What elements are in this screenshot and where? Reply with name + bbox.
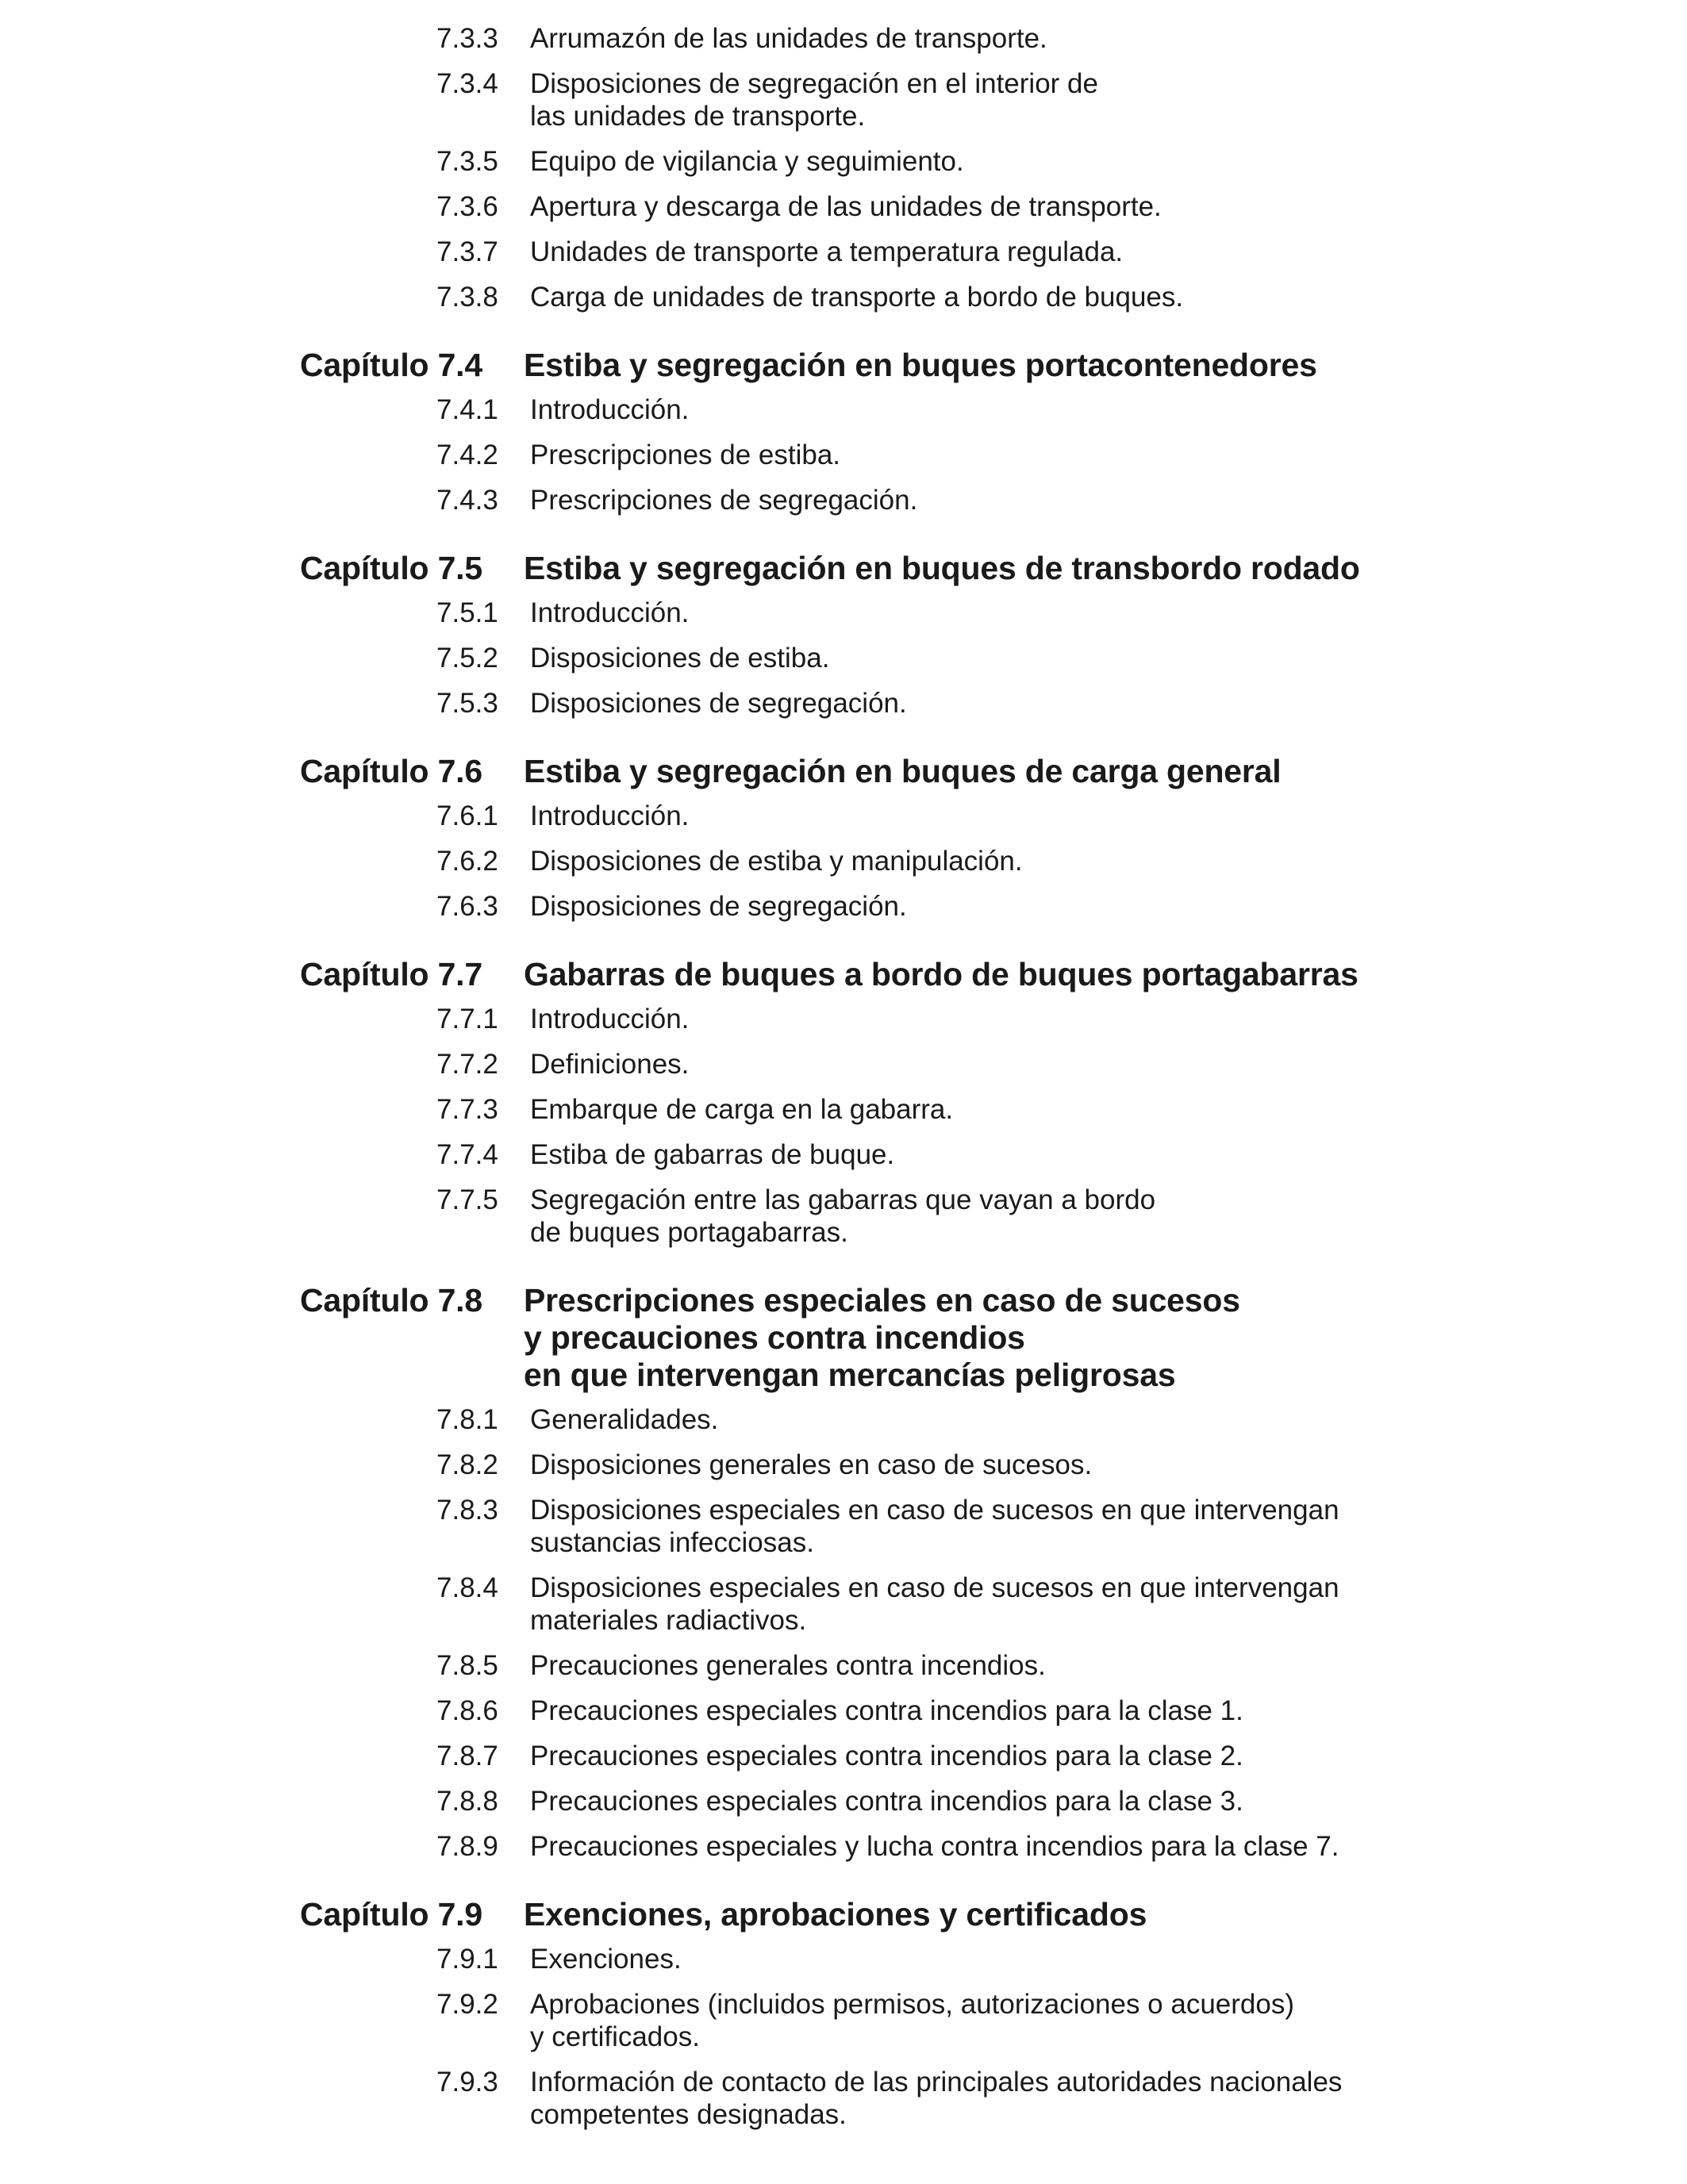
chapter-title-line: en que intervengan mercancías peligrosas xyxy=(524,1357,1176,1393)
section-title xyxy=(530,236,1482,268)
section-number: 7.8.7 xyxy=(436,1741,498,1771)
section-title-line: Disposiciones de estiba y manipulación. xyxy=(530,846,1023,877)
section-number: 7.5.3 xyxy=(436,688,498,719)
section-number: 7.3.3 xyxy=(436,23,498,54)
chapter-title-line: Estiba y segregación en buques de transbordo rodado xyxy=(524,550,1360,586)
toc-entry xyxy=(0,22,1687,55)
chapter-heading xyxy=(0,347,1687,384)
chapter-title xyxy=(524,1896,1555,1933)
section-title-line: Exenciones. xyxy=(530,1944,682,1975)
chapter-title-line: Exenciones, aprobaciones y certificados xyxy=(524,1896,1147,1933)
section-title xyxy=(530,687,1482,720)
section-title-line: Precauciones especiales y lucha contra incendios para la clase 7. xyxy=(530,1831,1339,1862)
toc-entry xyxy=(0,1785,1687,1817)
toc-entry xyxy=(0,1695,1687,1727)
section-number: 7.8.4 xyxy=(436,1572,498,1603)
chapter-heading xyxy=(0,956,1687,993)
section-number: 7.4.2 xyxy=(436,439,498,470)
section-title xyxy=(530,1403,1482,1436)
toc-entry xyxy=(0,393,1687,426)
section-title-line: Precauciones especiales contra incendios para la clase 2. xyxy=(530,1741,1243,1771)
section-title-line: materiales radiactivos. xyxy=(530,1605,807,1636)
section-number: 7.6.2 xyxy=(436,846,498,877)
section-title xyxy=(530,1048,1482,1080)
section-title xyxy=(530,642,1482,674)
section-title xyxy=(530,1988,1482,2053)
chapter-number: Capítulo 7.5 xyxy=(300,550,482,586)
section-title-line: competentes designadas. xyxy=(530,2099,847,2130)
chapter-title-line: Estiba y segregación en buques de carga general xyxy=(524,753,1282,789)
section-title xyxy=(530,190,1482,223)
section-title-line: Introducción. xyxy=(530,597,690,628)
chapter-heading xyxy=(0,1282,1687,1394)
section-number: 7.8.6 xyxy=(436,1695,498,1726)
section-title xyxy=(530,1138,1482,1171)
toc-entry xyxy=(0,1830,1687,1863)
section-number: 7.3.4 xyxy=(436,68,498,99)
section-number: 7.3.7 xyxy=(436,236,498,267)
section-number: 7.7.1 xyxy=(436,1004,498,1034)
chapter-number: Capítulo 7.8 xyxy=(300,1282,482,1318)
section-title xyxy=(530,1740,1482,1772)
chapter-number: Capítulo 7.7 xyxy=(300,956,482,992)
section-title xyxy=(530,1649,1482,1682)
section-title-line: sustancias infecciosas. xyxy=(530,1527,814,1558)
section-number: 7.4.1 xyxy=(436,394,498,425)
section-title xyxy=(530,281,1482,313)
section-title-line: Disposiciones de segregación. xyxy=(530,891,907,922)
toc-entry xyxy=(0,190,1687,223)
toc-entry xyxy=(0,687,1687,720)
toc-entry xyxy=(0,145,1687,178)
section-title-line: Generalidades. xyxy=(530,1404,719,1435)
section-number: 7.8.1 xyxy=(436,1404,498,1435)
chapter-title xyxy=(524,1282,1555,1394)
chapter-title-line: Prescripciones especiales en caso de sucesos xyxy=(524,1282,1240,1318)
toc-entry xyxy=(0,1649,1687,1682)
section-number: 7.4.3 xyxy=(436,485,498,516)
section-number: 7.6.3 xyxy=(436,891,498,922)
chapter-number: Capítulo 7.4 xyxy=(300,347,482,383)
chapter-title-line: Gabarras de buques a bordo de buques portagabarras xyxy=(524,956,1358,992)
section-title xyxy=(530,145,1482,178)
section-title-line: Unidades de transporte a temperatura regulada. xyxy=(530,236,1124,267)
section-number: 7.8.3 xyxy=(436,1495,498,1526)
toc-entry xyxy=(0,1003,1687,1035)
section-title xyxy=(530,1943,1482,1975)
section-title-line: Apertura y descarga de las unidades de transporte. xyxy=(530,191,1162,222)
section-title-line: Precauciones especiales contra incendios para la clase 1. xyxy=(530,1695,1243,1726)
chapter-heading xyxy=(0,550,1687,587)
chapter-title-line: Estiba y segregación en buques portacontenedores xyxy=(524,347,1317,383)
toc-entry xyxy=(0,800,1687,832)
section-number: 7.7.2 xyxy=(436,1049,498,1080)
toc-entry xyxy=(0,1138,1687,1171)
chapter-heading xyxy=(0,753,1687,790)
section-title xyxy=(530,393,1482,426)
section-number: 7.8.5 xyxy=(436,1650,498,1681)
section-title-line: Definiciones. xyxy=(530,1049,690,1080)
toc-entry xyxy=(0,1988,1687,2053)
section-title xyxy=(530,1494,1482,1559)
section-title xyxy=(530,67,1482,132)
section-title-line: Prescripciones de estiba. xyxy=(530,439,841,470)
section-title xyxy=(530,1572,1482,1637)
toc-entry xyxy=(0,439,1687,471)
toc-entry xyxy=(0,2066,1687,2131)
section-number: 7.5.2 xyxy=(436,643,498,674)
toc-entry xyxy=(0,1184,1687,1249)
section-number: 7.9.3 xyxy=(436,2067,498,2098)
section-number: 7.7.4 xyxy=(436,1139,498,1170)
section-number: 7.6.1 xyxy=(436,800,498,831)
chapter-heading xyxy=(0,1896,1687,1933)
toc-entry xyxy=(0,890,1687,923)
section-number: 7.8.9 xyxy=(436,1831,498,1862)
section-title-line: Arrumazón de las unidades de transporte. xyxy=(530,23,1047,54)
chapter-number: Capítulo 7.6 xyxy=(300,753,482,789)
section-title xyxy=(530,1695,1482,1727)
section-title xyxy=(530,484,1482,516)
toc-entry xyxy=(0,67,1687,132)
chapter-title xyxy=(524,753,1555,790)
toc-entry xyxy=(0,281,1687,313)
section-number: 7.5.1 xyxy=(436,597,498,628)
section-title-line: Prescripciones de segregación. xyxy=(530,485,918,516)
toc-entry xyxy=(0,236,1687,268)
toc-entry xyxy=(0,597,1687,629)
section-title xyxy=(530,597,1482,629)
section-title-line: Precauciones generales contra incendios. xyxy=(530,1650,1046,1681)
section-number: 7.8.2 xyxy=(436,1449,498,1480)
section-title-line: Disposiciones generales en caso de sucesos. xyxy=(530,1449,1093,1480)
section-title xyxy=(530,845,1482,877)
section-number: 7.9.2 xyxy=(436,1989,498,2020)
section-title xyxy=(530,439,1482,471)
section-number: 7.3.8 xyxy=(436,282,498,313)
section-title-line: Segregación entre las gabarras que vayan a bordo xyxy=(530,1184,1156,1215)
chapter-number: Capítulo 7.9 xyxy=(300,1896,482,1933)
section-title-line: Carga de unidades de transporte a bordo de buques. xyxy=(530,282,1184,313)
section-title-line: de buques portagabarras. xyxy=(530,1217,848,1248)
section-title xyxy=(530,1449,1482,1481)
section-title-line: Disposiciones de segregación en el interior de xyxy=(530,68,1098,99)
section-title-line: Introducción. xyxy=(530,394,690,425)
section-title xyxy=(530,22,1482,55)
section-title-line: Equipo de vigilancia y seguimiento. xyxy=(530,146,964,177)
section-title-line: Disposiciones especiales en caso de sucesos en que intervengan xyxy=(530,1495,1339,1526)
section-title xyxy=(530,1785,1482,1817)
section-title-line: Disposiciones de segregación. xyxy=(530,688,907,719)
section-title xyxy=(530,1184,1482,1249)
section-title xyxy=(530,2066,1482,2131)
chapter-title xyxy=(524,550,1555,587)
toc-entry xyxy=(0,1093,1687,1126)
section-number: 7.7.5 xyxy=(436,1184,498,1215)
section-title xyxy=(530,1093,1482,1126)
toc-entry xyxy=(0,1943,1687,1975)
section-title xyxy=(530,890,1482,923)
toc-entry xyxy=(0,845,1687,877)
chapter-title-line: y precauciones contra incendios xyxy=(524,1319,1025,1356)
section-title-line: las unidades de transporte. xyxy=(530,101,866,132)
section-title-line: Disposiciones de estiba. xyxy=(530,643,830,674)
section-title xyxy=(530,1003,1482,1035)
toc-entry xyxy=(0,1449,1687,1481)
chapter-title xyxy=(524,956,1555,993)
section-number: 7.8.8 xyxy=(436,1786,498,1817)
toc-entry xyxy=(0,1572,1687,1637)
toc-entry xyxy=(0,1048,1687,1080)
section-title-line: Embarque de carga en la gabarra. xyxy=(530,1094,954,1125)
section-number: 7.3.5 xyxy=(436,146,498,177)
section-title-line: Aprobaciones (incluidos permisos, autorizaciones o acuerdos) xyxy=(530,1989,1294,2020)
toc-entry xyxy=(0,1494,1687,1559)
toc-entry xyxy=(0,1403,1687,1436)
section-title-line: Estiba de gabarras de buque. xyxy=(530,1139,895,1170)
toc-entry xyxy=(0,642,1687,674)
section-number: 7.3.6 xyxy=(436,191,498,222)
section-title-line: Introducción. xyxy=(530,800,690,831)
chapter-title xyxy=(524,347,1555,384)
section-number: 7.9.1 xyxy=(436,1944,498,1975)
section-title-line: Introducción. xyxy=(530,1004,690,1034)
section-title xyxy=(530,800,1482,832)
section-title-line: Disposiciones especiales en caso de sucesos en que intervengan xyxy=(530,1572,1339,1603)
toc-entry xyxy=(0,484,1687,516)
section-title-line: Precauciones especiales contra incendios para la clase 3. xyxy=(530,1786,1243,1817)
section-title xyxy=(530,1830,1482,1863)
section-number: 7.7.3 xyxy=(436,1094,498,1125)
section-title-line: Información de contacto de las principales autoridades nacionales xyxy=(530,2067,1343,2098)
toc-entry xyxy=(0,1740,1687,1772)
section-title-line: y certificados. xyxy=(530,2021,700,2052)
